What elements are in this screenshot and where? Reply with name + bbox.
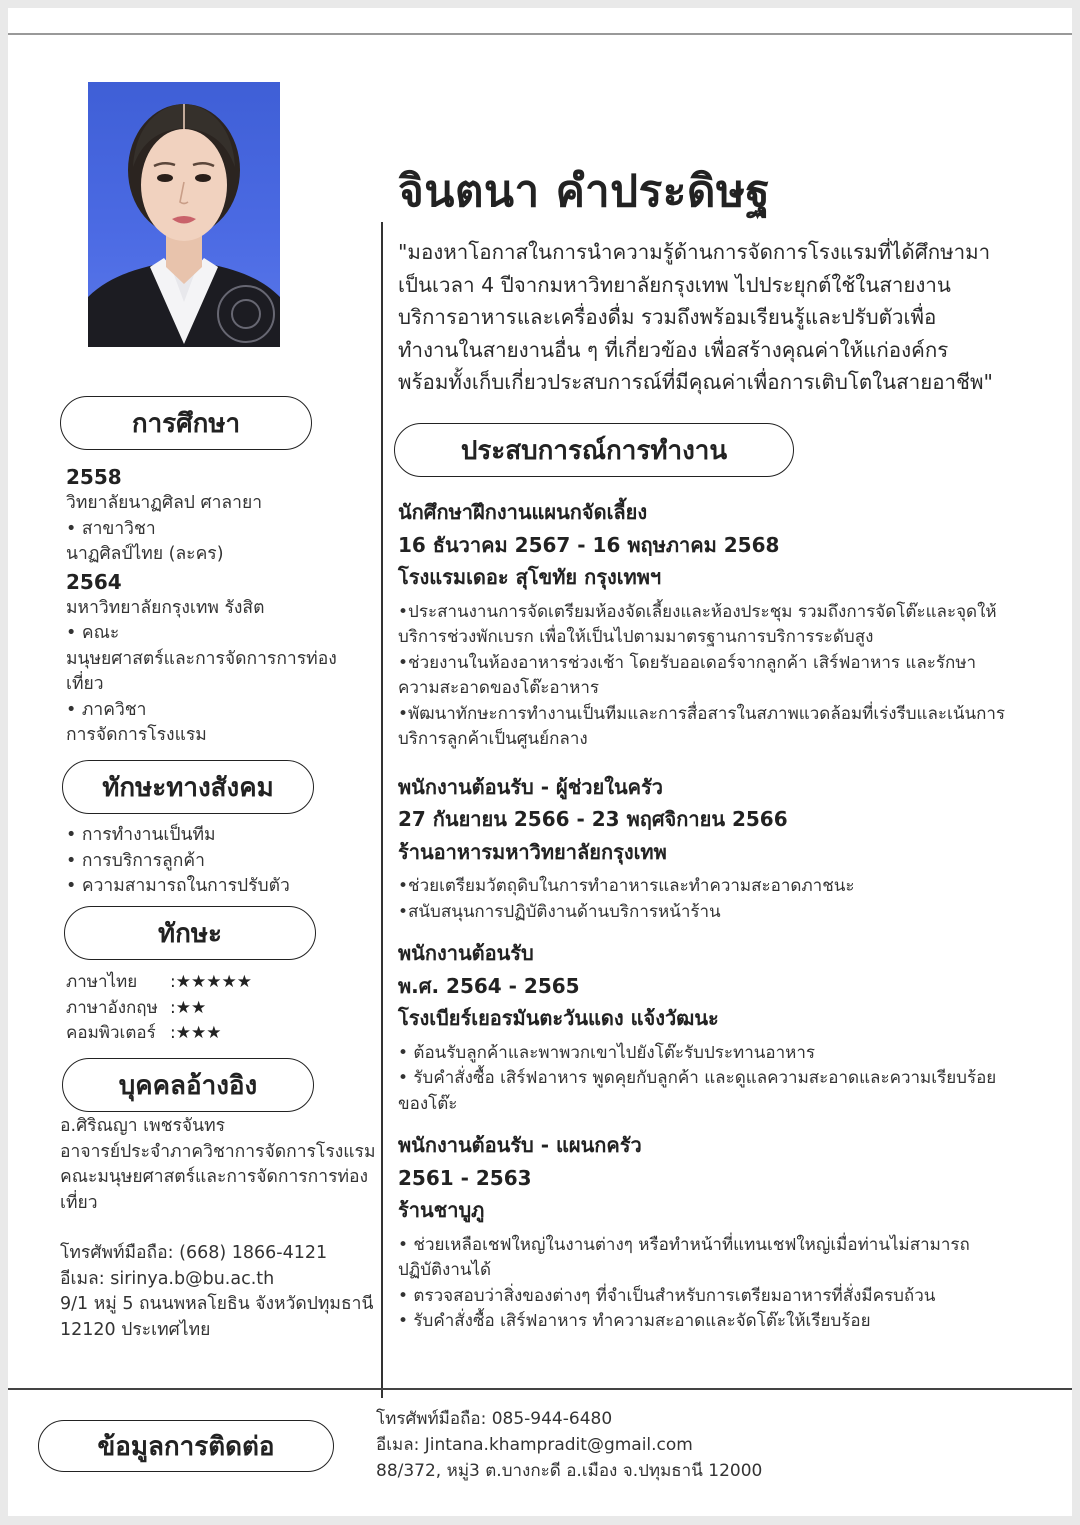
- objective-line: "มองหาโอกาสในการนำความรู้ด้านการจัดการโรงแรมที่ได้ศึกษามา: [398, 240, 991, 264]
- reference-line: อาจารย์ประจำภาควิชาการจัดการโรงแรม: [60, 1141, 376, 1162]
- reference-contact-line: โทรศัพท์มือถือ: (668) 1866-4121: [60, 1243, 328, 1263]
- bottom-divider: [8, 1388, 1072, 1390]
- education-list: [66, 463, 337, 749]
- reference-line: คณะมนุษยศาสตร์และการจัดการการท่อง: [60, 1167, 369, 1187]
- job-entry: [398, 1129, 1048, 1335]
- reference-contact-line: อีเมล: sirinya.b@bu.ac.th: [60, 1268, 275, 1289]
- job-bullet: ของโต๊ะ: [398, 1093, 458, 1114]
- job-period: พ.ศ. 2564 - 2565: [398, 973, 580, 998]
- skill-row: [66, 1021, 252, 1047]
- job-bullet: •ช่วยงานในห้องอาหารช่วงเช้า โดยรับออเดอร์จากลูกค้า เสิร์ฟอาหาร และรักษา: [398, 652, 977, 673]
- education-line: • สาขาวิชา: [66, 518, 156, 539]
- social-skills-heading: ทักษะทางสังคม: [62, 760, 314, 814]
- reference-line: อ.ศิริณญา เพชรจันทร: [60, 1116, 226, 1136]
- social-skills-list: [66, 823, 290, 900]
- job-employer: ร้านชาบูภู: [398, 1198, 485, 1222]
- work-experience-list: [398, 496, 1048, 1335]
- job-bullet: •ช่วยเตรียมวัตถุดิบในการทำอาหารและทำความสะอาดภาชนะ: [398, 876, 855, 896]
- skill-label: ภาษาไทย: [66, 972, 138, 992]
- job-title: นักศึกษาฝึกงานแผนกจัดเลี้ยง: [398, 500, 648, 524]
- skill-stars: :★★★★★: [170, 972, 252, 992]
- job-employer: ร้านอาหารมหาวิทยาลัยกรุงเทพ: [398, 839, 667, 864]
- vertical-divider: [381, 222, 383, 1398]
- job-employer: โรงแรมเดอะ สุโขทัย กรุงเทพฯ: [398, 565, 662, 589]
- candidate-name: จินตนา คำประดิษฐ: [398, 166, 771, 217]
- job-entry: [398, 771, 1048, 926]
- education-line: • ภาควิชา: [66, 699, 147, 720]
- skills-heading: ทักษะ: [64, 906, 316, 960]
- education-line: เที่ยว: [66, 674, 104, 694]
- job-bullet: •พัฒนาทักษะการทำงานเป็นทีมและการสื่อสารในสภาพแวดล้อมที่เร่งรีบและเน้นการ: [398, 703, 1006, 724]
- objective-line: บริการอาหารและเครื่องดื่ม รวมถึงพร้อมเรียนรู้และปรับตัวเพื่อ: [398, 305, 937, 329]
- profile-photo: [88, 82, 280, 347]
- skill-label: ภาษาอังกฤษ: [66, 997, 158, 1018]
- job-bullet: •ประสานงานการจัดเตรียมห้องจัดเลี้ยงและห้องประชุม รวมถึงการจัดโต๊ะและจุดให้: [398, 601, 997, 622]
- job-entry: [398, 937, 1048, 1117]
- objective-line: ทำงานในสายงานอื่น ๆ ที่เกี่ยวข้อง เพื่อสร้างคุณค่าให้แก่องค์กร: [398, 337, 949, 362]
- job-period: 16 ธันวาคม 2567 - 16 พฤษภาคม 2568: [398, 532, 780, 557]
- job-bullet: บริการช่วงพักเบรก เพื่อให้เป็นไปตามมาตรฐานการบริการระดับสูง: [398, 627, 874, 647]
- skills-list: [66, 970, 252, 1047]
- social-skill-item: • การทำงานเป็นทีม: [66, 825, 216, 845]
- job-bullet: • รับคำสั่งซื้อ เสิร์ฟอาหาร พูดคุยกับลูกค้า และดูแลความสะอาดและความเรียบร้อย: [398, 1068, 997, 1088]
- job-title: พนักงานต้อนรับ - ผู้ช่วยในครัว: [398, 774, 663, 799]
- objective-line: พร้อมทั้งเก็บเกี่ยวประสบการณ์ที่มีคุณค่าเพื่อการเติบโตในสายอาชีพ": [398, 370, 993, 394]
- social-skill-item: • ความสามารถในการปรับตัว: [66, 876, 290, 896]
- contact-phone: โทรศัพท์มือถือ: 085-944-6480: [376, 1409, 613, 1429]
- job-employer: โรงเบียร์เยอรมันตะวันแดง แจ้งวัฒนะ: [398, 1006, 719, 1030]
- job-bullet: •สนับสนุนการปฏิบัติงานด้านบริการหน้าร้าน: [398, 901, 721, 922]
- skill-row: [66, 996, 252, 1022]
- contact-info: [376, 1406, 762, 1484]
- education-line: วิทยาลัยนาฏศิลป ศาลายา: [66, 493, 263, 513]
- references-heading: บุคคลอ้างอิง: [62, 1058, 314, 1112]
- work-experience-heading: ประสบการณ์การทำงาน: [394, 423, 794, 477]
- education-line: มนุษยศาสตร์และการจัดการการท่อง: [66, 648, 337, 669]
- education-line: มหาวิทยาลัยกรุงเทพ รังสิต: [66, 597, 265, 618]
- resume-page: [8, 8, 1072, 1516]
- skill-label: คอมพิวเตอร์: [66, 1023, 156, 1043]
- job-bullet: • ตรวจสอบว่าสิ่งของต่างๆ ที่จำเป็นสำหรับการเตรียมอาหารที่สั่งมีครบถ้วน: [398, 1285, 936, 1306]
- objective-line: เป็นเวลา 4 ปีจากมหาวิทยาลัยกรุงเทพ ไปประยุกต์ใช้ในสายงาน: [398, 272, 951, 297]
- education-line: การจัดการโรงแรม: [66, 725, 207, 745]
- top-divider: [8, 33, 1072, 35]
- reference-contact-line: 12120 ประเทศไทย: [60, 1319, 211, 1340]
- social-skill-item: • การบริการลูกค้า: [66, 850, 205, 871]
- job-bullet: ความสะอาดของโต๊ะอาหาร: [398, 678, 600, 698]
- reference-line: เที่ยว: [60, 1192, 98, 1213]
- education-year: 2558: [66, 465, 122, 489]
- skill-stars: :★★: [170, 997, 207, 1018]
- job-period: 27 กันยายน 2566 - 23 พฤศจิกายน 2566: [398, 807, 788, 831]
- skill-stars: :★★★: [170, 1023, 222, 1043]
- contact-address: 88/372, หมู่3 ต.บางกะดี อ.เมือง จ.ปทุมธานี 12000: [376, 1461, 763, 1481]
- job-bullet: • ช่วยเหลือเชฟใหญ่ในงานต่างๆ หรือทำหน้าที่แทนเชฟใหญ่เมื่อท่านไม่สามารถ: [398, 1234, 970, 1255]
- education-line: นาฏศิลป์ไทย (ละคร): [66, 544, 224, 564]
- job-bullet: ปฏิบัติงานได้: [398, 1260, 492, 1280]
- career-objective: [398, 236, 1048, 399]
- reference-block: [60, 1114, 375, 1343]
- job-bullet: บริการลูกค้าเป็นศูนย์กลาง: [398, 729, 588, 749]
- job-title: พนักงานต้อนรับ: [398, 941, 534, 965]
- job-period: 2561 - 2563: [398, 1165, 532, 1190]
- skill-row: [66, 970, 252, 996]
- job-title: พนักงานต้อนรับ - แผนกครัว: [398, 1133, 642, 1157]
- job-entry: [398, 496, 1048, 753]
- contact-email: อีเมล: Jintana.khampradit@gmail.com: [376, 1435, 693, 1455]
- contact-heading: ข้อมูลการติดต่อ: [38, 1420, 334, 1472]
- reference-contact-line: 9/1 หมู่ 5 ถนนพหลโยธิน จังหวัดปทุมธานี: [60, 1294, 374, 1314]
- job-bullet: • ต้อนรับลูกค้าและพาพวกเขาไปยังโต๊ะรับประทานอาหาร: [398, 1042, 816, 1063]
- education-year: 2564: [66, 569, 122, 594]
- education-heading: การศึกษา: [60, 396, 312, 450]
- education-line: • คณะ: [66, 623, 120, 643]
- job-bullet: • รับคำสั่งซื้อ เสิร์ฟอาหาร ทำความสะอาดและจัดโต๊ะให้เรียบร้อย: [398, 1311, 871, 1331]
